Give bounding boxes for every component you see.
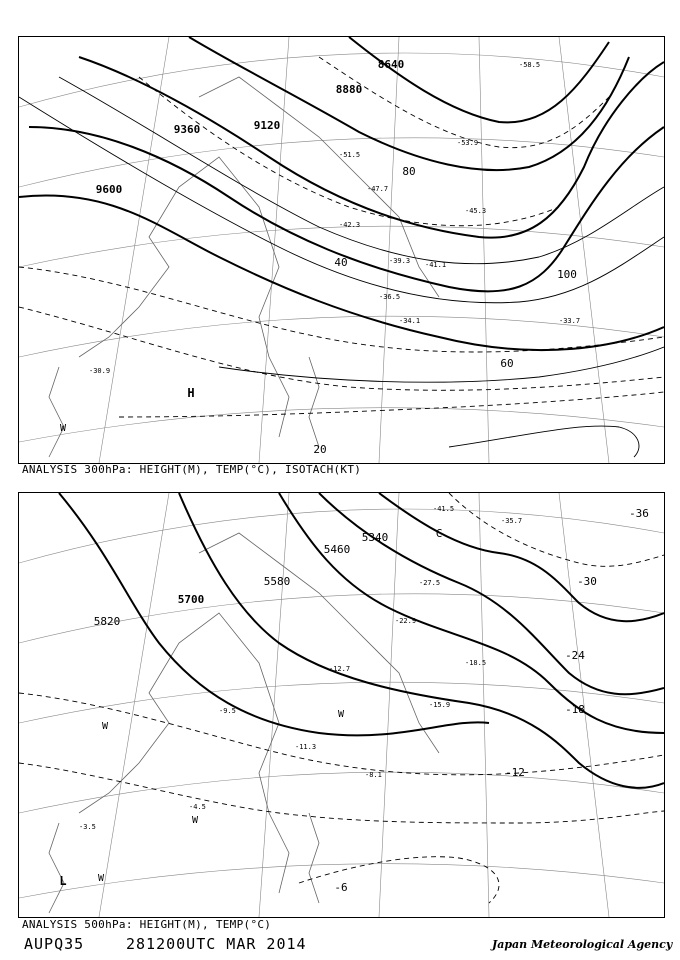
lower-temp-label-1: -4.5 — [189, 803, 206, 811]
upper-symbol-1: W — [59, 423, 67, 434]
height-contour-8880 — [189, 37, 629, 170]
upper-temp-label-2: -34.1 — [399, 317, 421, 325]
isotherm-line — [119, 392, 664, 417]
upper-chart-svg — [19, 37, 664, 463]
upper-temp-label-9: -51.5 — [339, 151, 361, 159]
upper-temp-label-6: -42.3 — [339, 221, 361, 229]
lower-isotherm-label-0: -6 — [334, 881, 348, 894]
lower-isotherm-label-2: -18 — [565, 703, 585, 716]
upper-temp-label-0: -30.9 — [89, 367, 111, 375]
upper-grid-line — [559, 37, 609, 463]
height-contour-5700 — [179, 493, 664, 788]
upper-isotach-label-4: 100 — [557, 268, 577, 281]
upper-temp-label-11: -58.5 — [519, 61, 541, 69]
agency-name: Japan Meteorological Agency — [492, 938, 673, 951]
upper-height-label-3: 8880 — [335, 83, 363, 96]
lower-height-label-group — [94, 531, 389, 628]
coastline-path — [309, 813, 319, 903]
lower-height-label-4: 5340 — [361, 531, 389, 544]
upper-height-label-2: 9120 — [253, 119, 281, 132]
upper-temp-label-1: -33.7 — [559, 317, 581, 325]
lower-temp-label-2: -8.1 — [365, 771, 382, 779]
lower-isotherm-label-4: -30 — [577, 575, 597, 588]
upper-coastline — [49, 77, 439, 457]
upper-symbol-group — [60, 386, 195, 434]
lower-isotherm-label-3: -24 — [565, 649, 585, 662]
lower-isotherm-label-group — [334, 507, 649, 894]
height-contour-8640 — [349, 37, 609, 122]
lower-temp-label-6: -15.9 — [429, 701, 451, 709]
lower-temp-label-0: -3.5 — [79, 823, 96, 831]
lower-temp-label-10: -35.7 — [501, 517, 523, 525]
lower-symbol-4: C — [435, 527, 443, 540]
upper-chart-panel — [18, 36, 665, 464]
lower-grid-line — [259, 493, 289, 917]
lower-temp-label-4: -11.3 — [295, 743, 317, 751]
lower-symbol-0: W — [101, 721, 109, 732]
lower-temp-label-3: -9.5 — [219, 707, 236, 715]
upper-height-label-0: 9600 — [95, 183, 123, 196]
lower-chart-caption: ANALYSIS 500hPa: HEIGHT(M), TEMP(°C) — [22, 918, 272, 931]
lower-grid-line — [19, 772, 664, 813]
upper-grid-line — [19, 138, 664, 187]
upper-grid-line — [479, 37, 489, 463]
upper-height-label-4: 8640 — [377, 58, 405, 71]
lower-grid-line — [99, 493, 169, 917]
lower-height-label-3: 5460 — [323, 543, 351, 556]
lower-symbol-group — [59, 527, 442, 888]
lower-chart-panel — [18, 492, 665, 918]
lower-height-label-0: 5820 — [93, 615, 121, 628]
height-contour-5340 — [379, 493, 664, 621]
upper-grid-line — [19, 408, 664, 442]
lower-temp-label-11: -41.5 — [433, 505, 455, 513]
upper-isotach-label-0: 20 — [313, 443, 327, 456]
chart-datetime: 281200UTC MAR 2014 — [126, 935, 307, 953]
lower-height-label-2: 5580 — [263, 575, 291, 588]
height-contour-5580 — [279, 493, 664, 733]
coastline-path — [199, 533, 439, 753]
lower-symbol-2: L — [59, 874, 67, 888]
upper-temp-label-8: -47.7 — [367, 185, 389, 193]
upper-temp-label-3: -36.5 — [379, 293, 401, 301]
lower-height-label-1: 5700 — [177, 593, 205, 606]
upper-isotach-label-1: 40 — [334, 256, 348, 269]
lower-temp-label-5: -12.7 — [329, 665, 351, 673]
lower-temp-label-9: -27.5 — [419, 579, 441, 587]
upper-temp-label-7: -45.3 — [465, 207, 487, 215]
upper-grid-line — [99, 37, 169, 463]
upper-height-label-group — [96, 58, 405, 196]
isotach-line — [449, 426, 639, 457]
lower-isotherm-label-1: -12 — [505, 766, 525, 779]
upper-temp-label-group — [89, 61, 580, 375]
upper-temp-label-10: -53.9 — [457, 139, 479, 147]
isotherm-line — [449, 493, 664, 566]
upper-temp-label-5: -41.1 — [425, 261, 447, 269]
lower-temp-label-7: -18.5 — [465, 659, 487, 667]
height-contour-9120 — [79, 57, 664, 238]
lower-symbol-3: W — [97, 873, 105, 884]
upper-isotach-label-2: 60 — [500, 357, 514, 370]
upper-chart-caption: ANALYSIS 300hPa: HEIGHT(M), TEMP(°C), ISOTACH(KT) — [22, 463, 362, 476]
upper-temp-label-4: -39.3 — [389, 257, 411, 265]
upper-grid-line — [19, 53, 664, 107]
lower-isotherm-label-5: -36 — [629, 507, 649, 520]
upper-grid — [19, 37, 664, 463]
lower-temp-label-group — [79, 505, 522, 831]
lower-symbol-5: W — [337, 709, 345, 720]
height-contour-5460 — [319, 493, 664, 694]
chart-code: AUPQ35 — [24, 935, 85, 953]
upper-height-label-1: 9360 — [173, 123, 201, 136]
lower-temp-label-8: -22.9 — [395, 617, 417, 625]
coastline-path — [309, 357, 319, 447]
lower-symbol-1: W — [191, 815, 199, 826]
upper-isotherms — [19, 57, 664, 417]
upper-symbol-0: H — [187, 386, 195, 400]
lower-chart-svg — [19, 493, 664, 917]
upper-isotach-label-3: 80 — [402, 165, 416, 178]
lower-grid-line — [379, 493, 399, 917]
height-contour-5820 — [59, 493, 489, 735]
